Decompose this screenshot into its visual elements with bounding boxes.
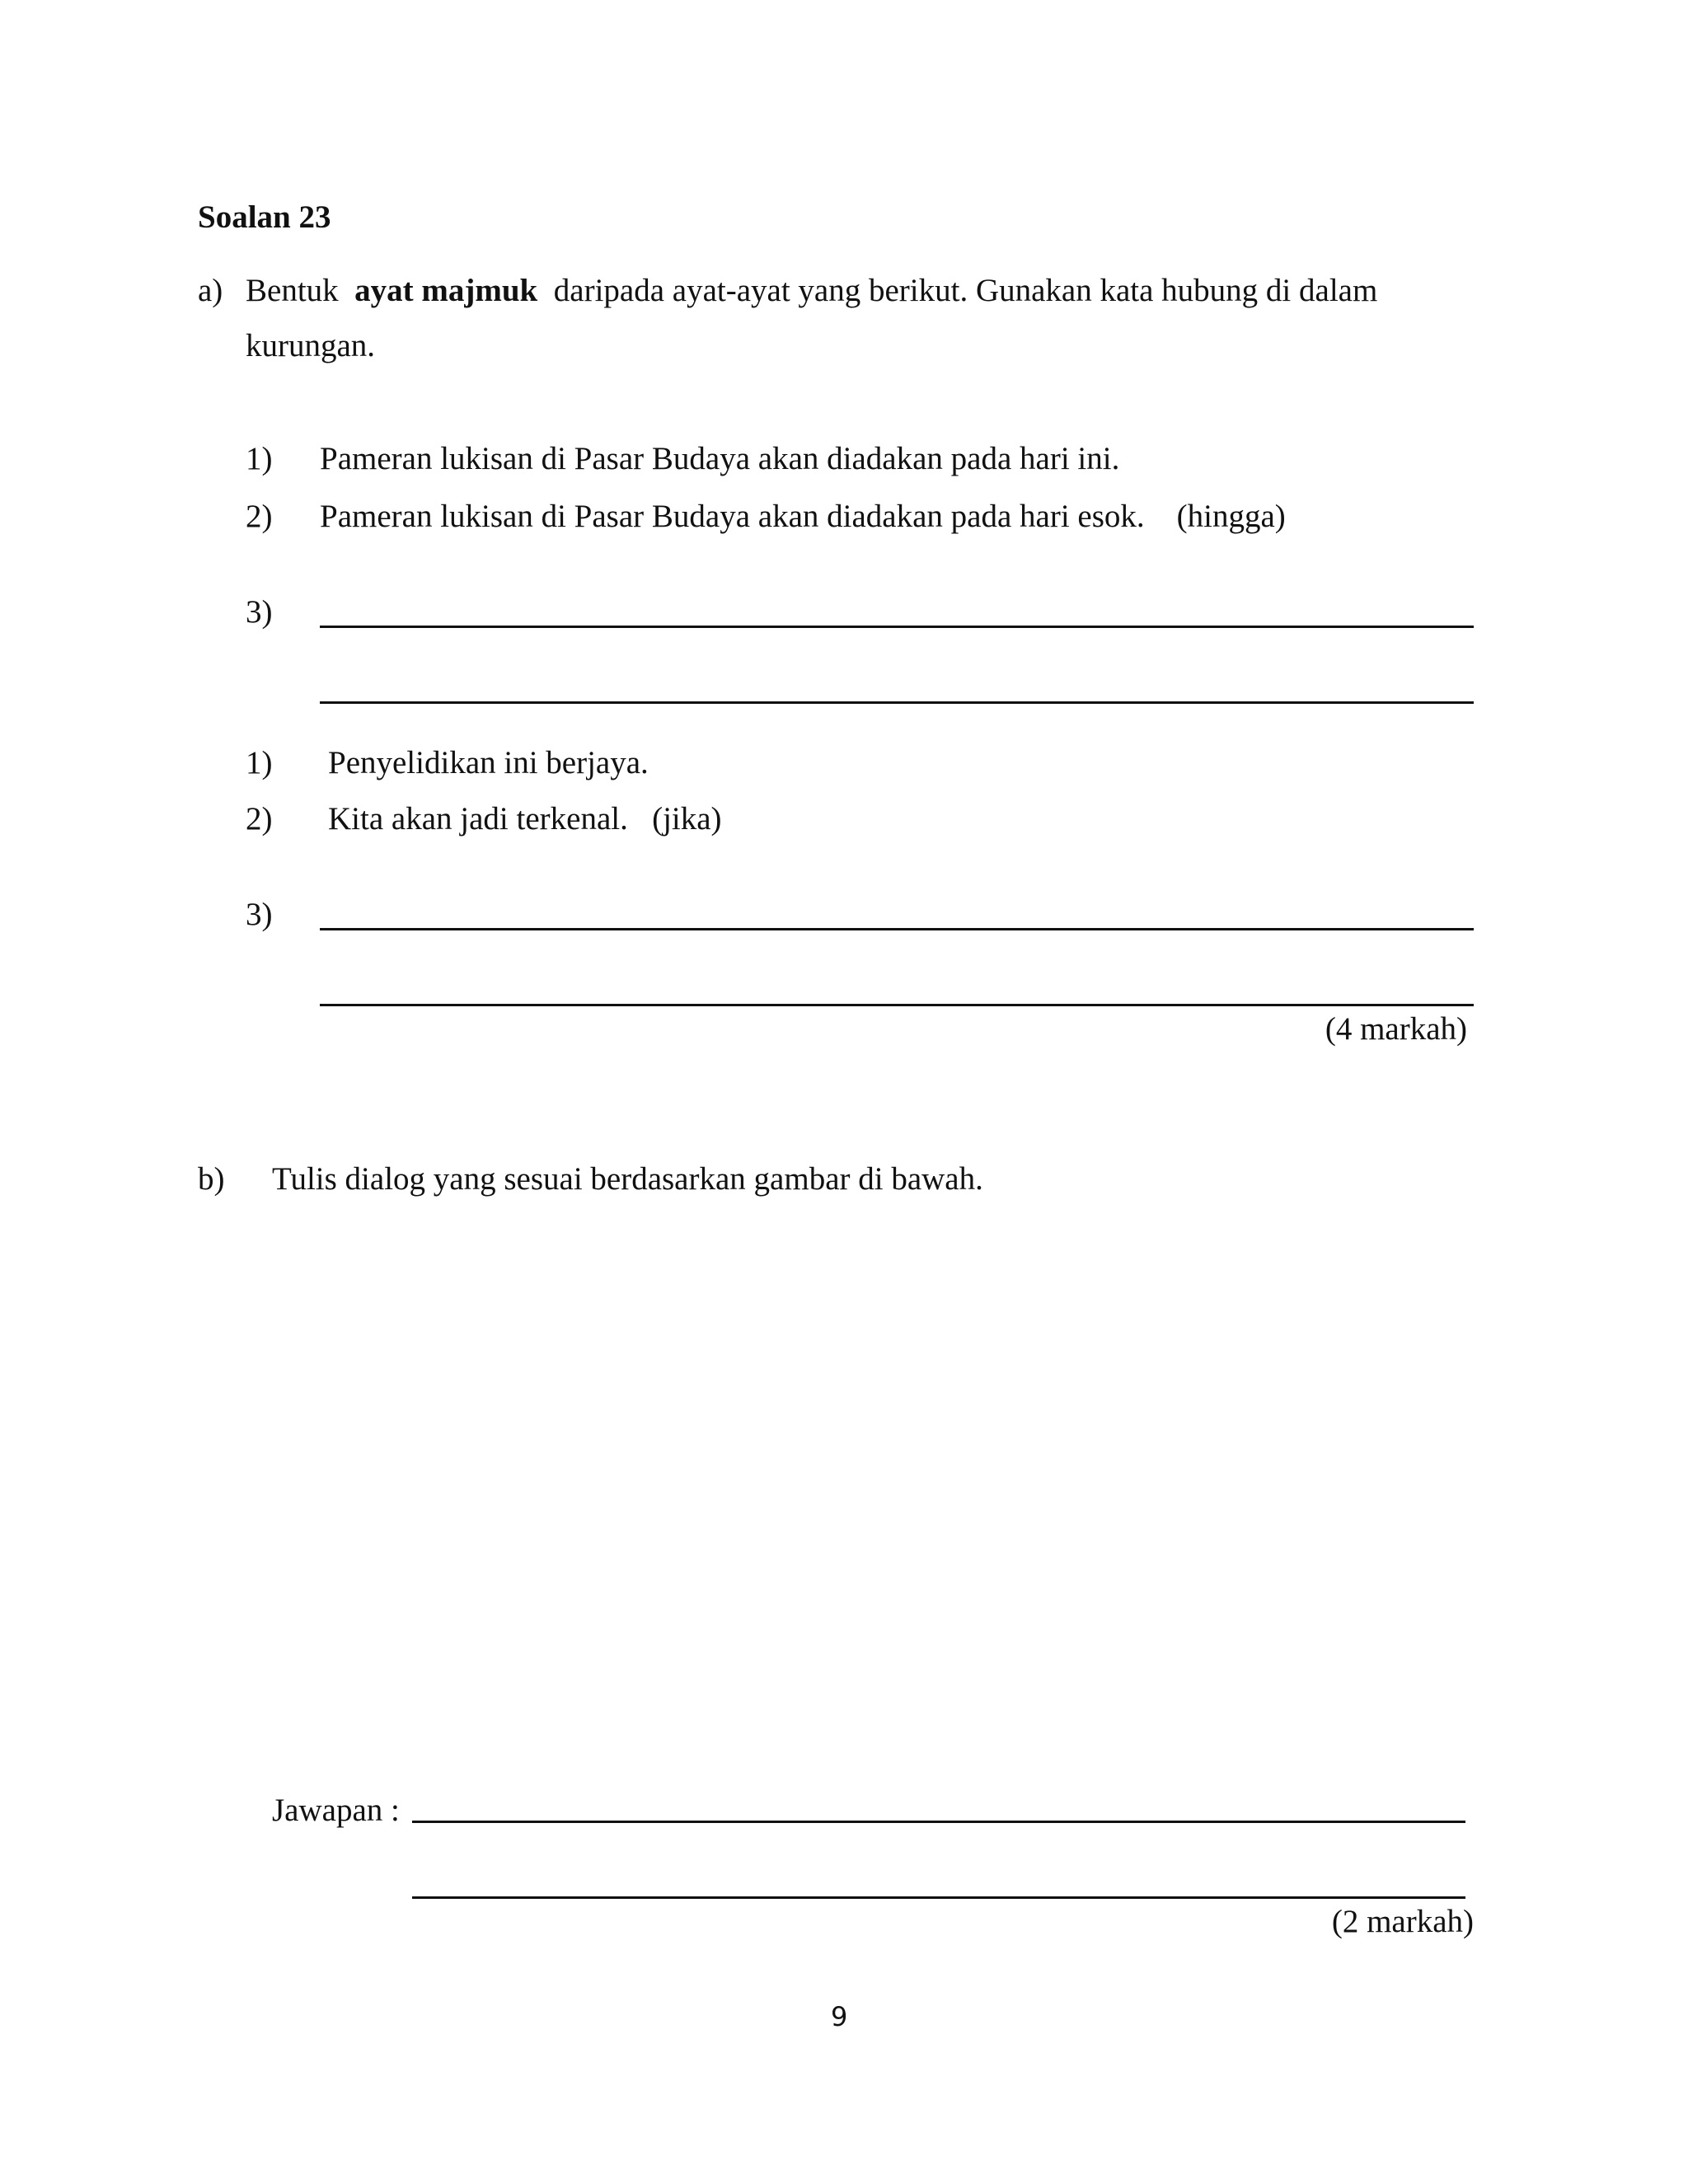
set2-number-2: 2) <box>246 801 273 837</box>
set2-answer-line-1[interactable] <box>320 928 1474 930</box>
part-b-instruction: Tulis dialog yang sesuai berdasarkan gambar di bawah. <box>272 1161 983 1197</box>
set2-number-3: 3) <box>246 897 273 932</box>
set1-sentence-2 <box>320 500 1286 532</box>
part-a-label: a) <box>198 273 223 308</box>
part-a-instruction <box>246 274 1377 307</box>
set1-answer-line-2[interactable] <box>320 701 1474 704</box>
set1-sentence-2-text: Pameran lukisan di Pasar Budaya akan diadakan pada hari esok. <box>320 499 1145 534</box>
part-a-instruction-line2: kurungan. <box>246 328 376 363</box>
set2-number-1: 1) <box>246 745 273 780</box>
answer-label: Jawapan : <box>272 1793 400 1828</box>
set2-sentence-2 <box>328 803 722 835</box>
instruction-suffix: daripada ayat-ayat yang berikut. Gunakan kata hubung di dalam <box>553 273 1378 308</box>
set1-answer-line-1[interactable] <box>320 626 1474 628</box>
set1-sentence-1: Pameran lukisan di Pasar Budaya akan diadakan pada hari ini. <box>320 441 1120 476</box>
part-b-answer-line-2[interactable] <box>412 1896 1465 1899</box>
instruction-prefix: Bentuk <box>246 273 339 308</box>
instruction-bold-term: ayat majmuk <box>354 273 538 308</box>
part-a-marks: (4 markah) <box>1325 1011 1467 1047</box>
question-title: Soalan 23 <box>198 199 331 235</box>
set2-conjunction: (jika) <box>652 801 722 837</box>
set2-sentence-2-text: Kita akan jadi terkenal. <box>328 801 628 837</box>
set1-conjunction: (hingga) <box>1176 499 1286 534</box>
part-b-marks: (2 markah) <box>1331 1904 1474 1939</box>
set1-number-1: 1) <box>246 441 273 476</box>
set1-number-3: 3) <box>246 594 273 630</box>
set2-sentence-1: Penyelidikan ini berjaya. <box>328 745 649 780</box>
page-number: 9 <box>831 2001 848 2032</box>
part-b-answer-line-1[interactable] <box>412 1821 1465 1823</box>
part-b-label: b) <box>198 1161 225 1197</box>
set1-number-2: 2) <box>246 499 273 534</box>
set2-answer-line-2[interactable] <box>320 1004 1474 1006</box>
